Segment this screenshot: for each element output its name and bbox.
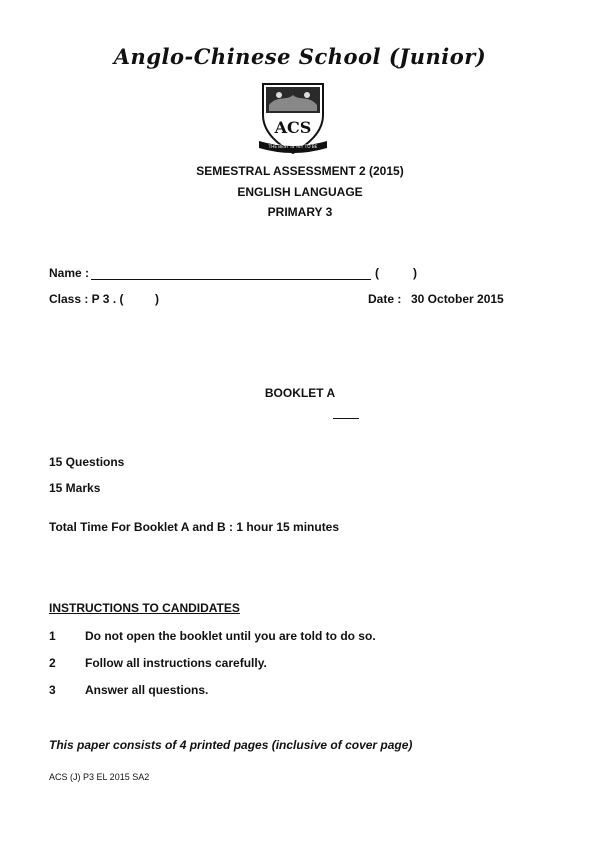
crest-icon <box>257 81 329 159</box>
school-crest <box>257 81 329 159</box>
question-count: 15 Questions <box>49 455 125 469</box>
instruction-number: 1 <box>49 629 56 643</box>
date-label: Date : <box>368 292 402 306</box>
school-name: Anglo-Chinese School (Junior) <box>113 44 487 69</box>
crest-motto: THE BEST IS YET TO BE <box>268 144 318 149</box>
instruction-text: Follow all instructions carefully. <box>85 656 267 670</box>
level-title: PRIMARY 3 <box>267 205 333 219</box>
subject-title: ENGLISH LANGUAGE <box>237 185 363 199</box>
instructions-heading: INSTRUCTIONS TO CANDIDATES <box>49 601 240 615</box>
booklet-title: BOOKLET A <box>264 386 336 400</box>
class-label: Class : P 3 . ( <box>49 292 124 306</box>
total-time: Total Time For Booklet A and B : 1 hour 15 minutes <box>49 520 340 534</box>
assessment-title: SEMESTRAL ASSESSMENT 2 (2015) <box>196 164 404 178</box>
name-bracket-open: ( <box>375 266 379 280</box>
instruction-number: 2 <box>49 656 56 670</box>
name-bracket-close: ) <box>413 266 417 280</box>
page-count-note: This paper consists of 4 printed pages (inclusive of cover page) <box>49 738 413 752</box>
name-label: Name : <box>49 266 90 280</box>
crest-initials: ACS <box>274 118 312 137</box>
mark-count: 15 Marks <box>49 481 101 495</box>
class-bracket-close: ) <box>155 292 159 306</box>
booklet-rule <box>333 418 359 419</box>
name-line[interactable] <box>91 279 371 280</box>
instruction-text: Answer all questions. <box>85 683 209 697</box>
date-value: 30 October 2015 <box>411 292 504 306</box>
paper-code: ACS (J) P3 EL 2015 SA2 <box>49 772 150 782</box>
instruction-number: 3 <box>49 683 56 697</box>
instruction-text: Do not open the booklet until you are told to do so. <box>85 629 376 643</box>
